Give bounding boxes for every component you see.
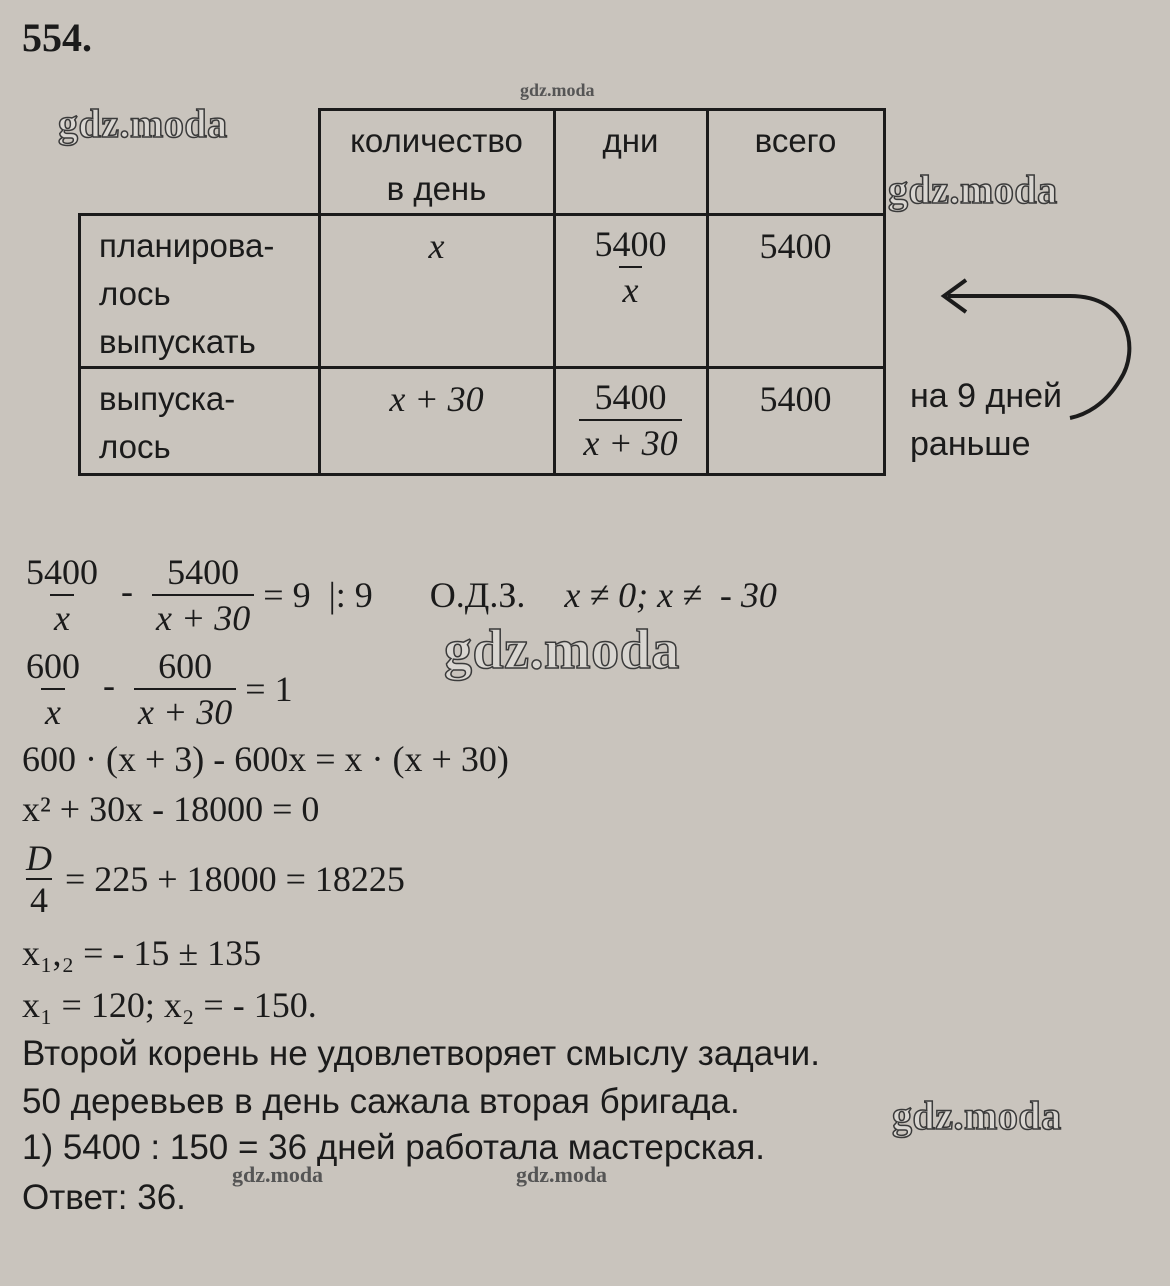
fraction <box>591 222 671 312</box>
side-note-line: раньше <box>910 425 1031 463</box>
equation-rhs: = 225 + 18000 = 18225 <box>65 859 405 899</box>
text-line-8: Второй корень не удовлетворяет смыслу задачи. <box>22 1034 820 1073</box>
watermark-right: gdz.moda <box>888 167 1058 212</box>
empty-corner <box>80 110 320 215</box>
fraction <box>579 375 681 465</box>
fraction <box>22 838 56 920</box>
table-header-row <box>80 110 885 215</box>
text-line-9: 50 деревьев в день сажала вторая бригада. <box>22 1082 740 1121</box>
header-days-label: дни <box>602 122 659 159</box>
watermark-top: gdz.moda <box>520 80 595 100</box>
header-per-day <box>319 110 554 215</box>
data-table <box>78 108 886 476</box>
row-label-line: выпускать <box>99 323 256 360</box>
header-total-label: всего <box>754 122 837 159</box>
watermark-bottom-2: gdz.moda <box>516 1162 608 1187</box>
equation-line-7: x₁ = 120; x₂ = - 150. <box>22 985 317 1025</box>
row-label-line: лось <box>99 275 171 312</box>
cell-per-day-value: x <box>428 226 445 266</box>
side-note <box>910 372 1062 468</box>
row-label <box>80 368 320 475</box>
header-total <box>707 110 884 215</box>
fraction-numerator: 5400 <box>594 377 667 417</box>
fraction-denominator: x + 30 <box>579 419 681 465</box>
odz-label: О.Д.З. <box>429 575 526 615</box>
minus-sign: - <box>121 571 133 612</box>
header-per-day-line2: в день <box>386 170 487 207</box>
fraction <box>152 550 254 640</box>
fraction <box>134 644 236 734</box>
header-per-day-line1: количество <box>350 122 523 159</box>
fraction-numerator: 600 <box>158 646 213 686</box>
row-label-line: выпуска- <box>99 380 236 417</box>
equation-line-5 <box>22 838 405 920</box>
table-row <box>80 368 885 475</box>
text-line-10: 1) 5400 : 150 = 36 дней работала мастерская. <box>22 1128 766 1167</box>
cell-per-day <box>319 215 554 368</box>
row-label-line: планирова- <box>99 227 275 264</box>
cell-per-day <box>319 368 554 475</box>
side-note-line: на 9 дней <box>910 377 1063 415</box>
minus-sign: - <box>103 665 115 706</box>
fraction-denominator: x <box>50 594 74 640</box>
equation-line-6: x₁,₂ = - 15 ± 135 <box>22 933 262 973</box>
fraction-numerator: 5400 <box>594 224 667 264</box>
fraction <box>22 550 102 640</box>
cell-days <box>554 368 707 475</box>
fraction-denominator: 4 <box>26 878 52 920</box>
cell-per-day-value: x + 30 <box>389 379 484 419</box>
fraction-numerator: D <box>26 838 52 878</box>
equation-line-4: x² + 30x - 18000 = 0 <box>22 789 320 829</box>
equation-line-3: 600 · (x + 3) - 600x = x · (x + 30) <box>22 739 509 779</box>
equation-line-2 <box>22 644 293 734</box>
fraction-denominator: x <box>41 688 65 734</box>
watermark-center: gdz.moda <box>444 619 680 681</box>
fraction <box>22 644 84 734</box>
problem-number: 554. <box>22 15 92 60</box>
fraction-denominator: x + 30 <box>152 594 254 640</box>
watermark-bottom-right: gdz.moda <box>892 1093 1062 1138</box>
row-label-line: лось <box>99 428 171 465</box>
row-label <box>80 215 320 368</box>
cell-total-value: 5400 <box>759 379 832 419</box>
table-row <box>80 215 885 368</box>
fraction-numerator: 600 <box>26 646 80 686</box>
fraction-denominator: x + 30 <box>134 688 236 734</box>
equation-rhs: = 9 |: 9 <box>263 575 373 615</box>
cell-days <box>554 215 707 368</box>
answer-line: Ответ: 36. <box>22 1178 186 1217</box>
odz-condition: x ≠ 0; x ≠ - 30 <box>564 575 777 615</box>
fraction-denominator: x <box>619 266 643 312</box>
watermark-bottom-1: gdz.moda <box>232 1162 324 1187</box>
fraction-numerator: 5400 <box>26 552 98 592</box>
cell-total-value: 5400 <box>759 226 832 266</box>
cell-total <box>707 368 884 475</box>
fraction-numerator: 5400 <box>167 552 240 592</box>
watermark-left: gdz.moda <box>58 101 228 146</box>
equation-rhs: = 1 <box>245 669 293 709</box>
cell-total <box>707 215 884 368</box>
header-days <box>554 110 707 215</box>
